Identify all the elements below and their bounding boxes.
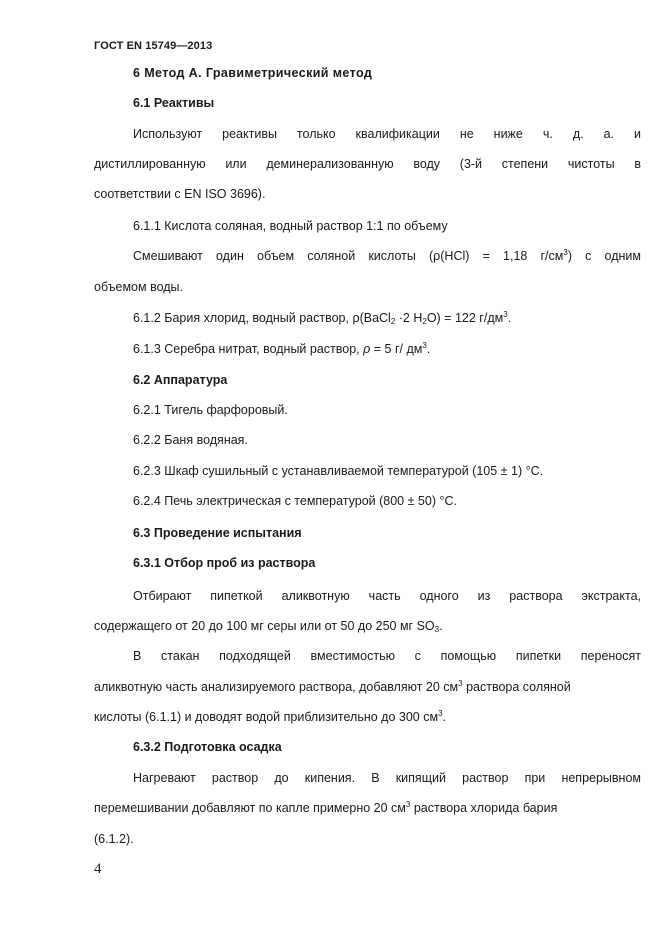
paragraph-sampling-line-1: Отбирают пипеткой аликвотную часть одного из раствора экстракта, xyxy=(133,589,641,603)
document-header: ГОСТ EN 15749—2013 xyxy=(94,40,213,52)
paragraph-sampling-line-2: содержащего от 20 до 100 мг серы или от 50 до 250 мг $SO_3$. xyxy=(94,619,443,634)
section-title-6-3: 6.3 Проведение испытания xyxy=(133,526,302,540)
section-title-6: 6 Метод А. Гравиметрический метод xyxy=(133,66,373,80)
clause-6-2-3: 6.2.3 Шкаф сушильный с устанавливаемой температурой (105 ± 1) °С. xyxy=(133,464,544,478)
paragraph-reagents-line-1: Используют реактивы только квалификации не ниже ч. д. а. и xyxy=(133,127,641,141)
paragraph-transfer-line-1: В стакан подходящей вместимостью с помощью пипетки переносят xyxy=(133,649,641,663)
clause-6-2-2: 6.2.2 Баня водяная. xyxy=(133,433,248,447)
section-title-6-3-1: 6.3.1 Отбор проб из раствора xyxy=(133,556,316,570)
paragraph-hcl-line-2: объемом воды. xyxy=(94,280,184,294)
paragraph-transfer-line-3: кислоты (6.1.1) и доводят водой приблизительно до 300 $см^3$. xyxy=(94,709,446,724)
page-number: 4 xyxy=(94,861,102,877)
paragraph-hcl-line-1: Смешивают один объем соляной кислоты (ρ(HCl) = 1,18 $г/см^3$) с одним xyxy=(133,248,642,263)
clause-6-1-2: 6.1.2 Бария хлорид, водный раствор, ρ(BaCl$_2$ ·2 $H_2O) = 122$ $г/дм^3$. xyxy=(133,310,512,326)
clause-6-2-1: 6.2.1 Тигель фарфоровый. xyxy=(133,403,288,417)
section-title-6-1: 6.1 Реактивы xyxy=(133,96,215,110)
paragraph-reagents-line-3: соответствии с EN ISO 3696). xyxy=(94,187,266,201)
clause-6-2-4: 6.2.4 Печь электрическая с температурой (800 ± 50) °С. xyxy=(133,494,457,508)
section-title-6-3-2: 6.3.2 Подготовка осадка xyxy=(133,740,282,754)
paragraph-reagents-line-2: дистиллированную или деминерализованную воду (3-й степени чистоты в xyxy=(94,157,641,171)
section-title-6-2: 6.2 Аппаратура xyxy=(133,373,228,387)
paragraph-transfer-line-2: аликвотную часть анализируемого раствора, добавляют 20 $см^3$ раствора соляной xyxy=(94,679,571,694)
clause-6-1-3: 6.1.3 Серебра нитрат, водный раствор, ρ = 5 г/ $дм^3$. xyxy=(133,341,431,356)
clause-6-1-1: 6.1.1 Кислота соляная, водный раствор 1:1 по объему xyxy=(133,219,448,233)
paragraph-precipitate-line-1: Нагревают раствор до кипения. В кипящий раствор при непрерывном xyxy=(133,771,641,785)
paragraph-precipitate-line-2: перемешивании добавляют по капле примерно 20 $см^3$ раствора хлорида бария xyxy=(94,800,558,815)
paragraph-precipitate-line-3: (6.1.2). xyxy=(94,832,134,846)
